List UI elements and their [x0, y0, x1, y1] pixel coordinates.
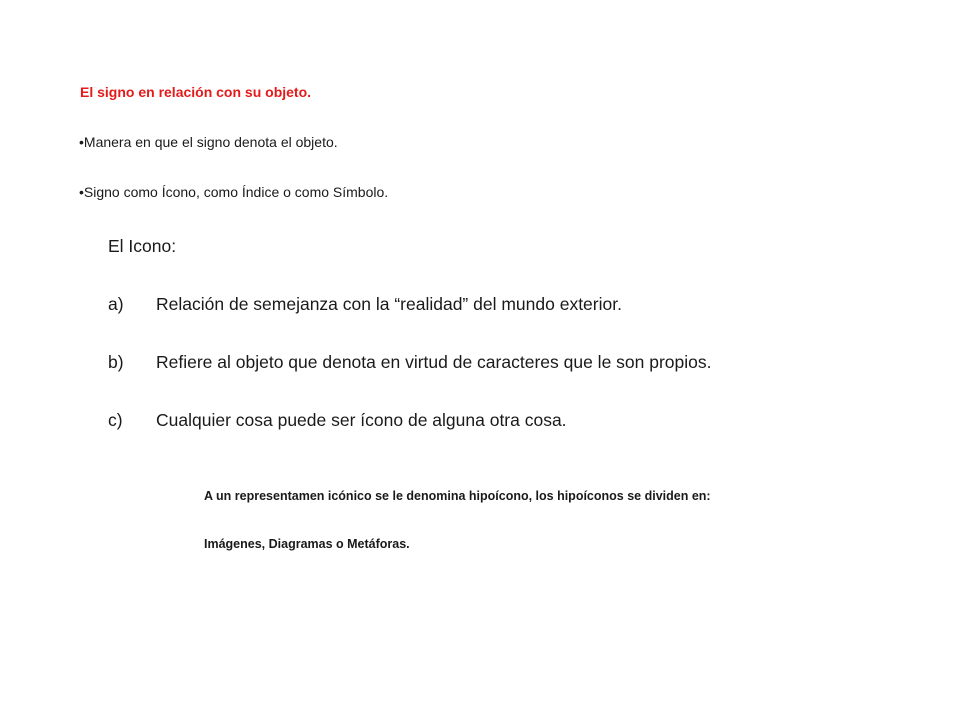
slide-title: El signo en relación con su objeto. [80, 84, 312, 100]
list-item-letter: b) [108, 352, 124, 372]
bullet-item: •Manera en que el signo denota el objeto. [79, 134, 338, 150]
list-item-text: Cualquier cosa puede ser ícono de alguna otra cosa. [156, 410, 567, 430]
list-item-letter: a) [108, 294, 124, 314]
list-item-letter: c) [108, 410, 123, 430]
list-item-text: Relación de semejanza con la “realidad” del mundo exterior. [156, 294, 622, 314]
list-item [108, 409, 567, 431]
list-item [108, 351, 712, 373]
list-item [108, 293, 622, 315]
section-heading: El Icono: [108, 236, 177, 256]
note-text: A un representamen icónico se le denomina hipoícono, los hipoíconos se dividen en: [204, 489, 711, 503]
note-text: Imágenes, Diagramas o Metáforas. [204, 537, 410, 551]
bullet-item: •Signo como Ícono, como Índice o como Símbolo. [79, 184, 389, 200]
list-item-text: Refiere al objeto que denota en virtud de caracteres que le son propios. [156, 352, 712, 372]
